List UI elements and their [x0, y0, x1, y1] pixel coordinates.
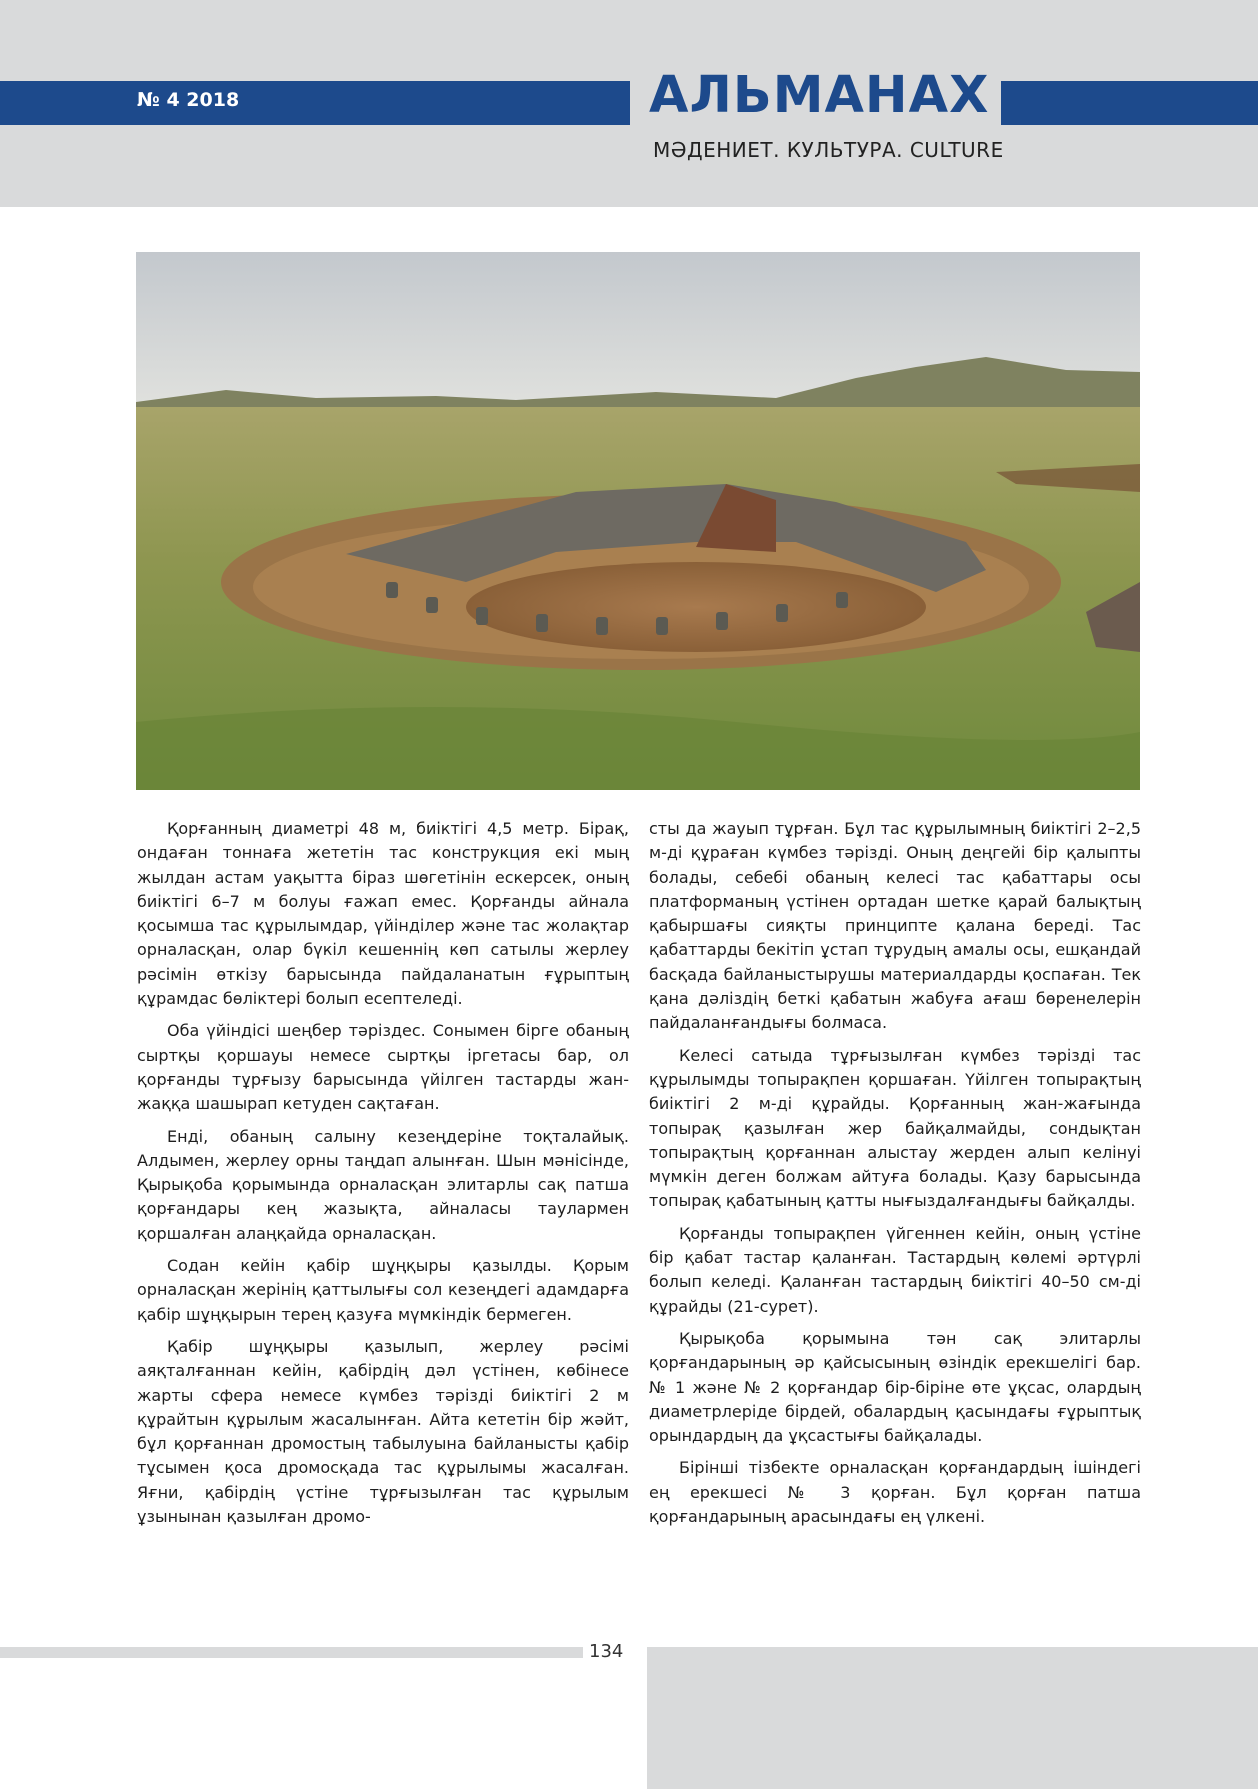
page-number: 134	[589, 1641, 624, 1662]
text-column-left	[137, 817, 629, 1537]
paragraph: Қорғанды топырақпен үйгеннен кейін, оның үстіне бір қабат тастар қаланған. Тастардың көлемі әртүрлі болып келеді. Қаланған тастардың биіктігі 40–50 см-ді құрайды (21-сурет).	[649, 1223, 1141, 1316]
journal-title: АЛЬМАНАХ	[649, 66, 990, 125]
photo-kurgan-excavation	[136, 252, 1140, 790]
paragraph: Қабір шұңқыры қазылып, жерлеу рәсімі аяқталғаннан кейін, қабірдің дәл үстінен, көбінесе жарты сфера немесе күмбез тәрізді биіктігі 2 м құрайтын құрылым жасалынған. Айта кететін бір жәйт, бұл қорғаннан дромостың табылуына байланысты қабір тұсымен қоса дромосқада тас құрылымы жасалған. Яғни, қабірдің үстіне тұрғызылған тас құрылым ұзынынан қазылған дромо-	[137, 1336, 629, 1527]
paragraph: Қырықоба қорымына тән сақ элитарлы қорғандарының әр қайсысының өзіндік ерекшелігі бар. № 1 және № 2 қорғандар бір-біріне өте ұқсас, олардың диаметрлеріде бірдей, обалардың қасындағы ғұрыптық орындардың да ұқсастығы байқалады.	[649, 1328, 1141, 1446]
paragraph: Келесі сатыда тұрғызылған күмбез тәрізді тас құрылымды топырақпен қоршаған. Үйілген топырақтың биіктігі 2 м-ді құрайды. Қорғанның жан-жағында топырақ қазылған жер байқалмайды, сондықтан топырақтың қорғаннан алыстау жерден алып келінуі мүмкін деген болжам айтуға болады. Қазу барысында топырақ қабатының қатты нығыздалғандығы байқалды.	[649, 1045, 1141, 1211]
paragraph: сты да жауып тұрған. Бұл тас құрылымның биіктігі 2–2,5 м-ді құраған күмбез тәрізді. Оның деңгейі бір қалыпты болады, себебі обаның келесі тас қабаттары осы платформаның үстінен ортадан шетке қарай балықтың қабыршағы сияқты принципте қалана береді. Тас қабаттарды бекітіп ұстап тұрудың амалы осы, ешқандай басқада байланыстырушы материалдарды қоспаған. Тек қана дәліздің беткі қабатын жабуға ағаш бөренелерін пайдаланғандығы болмаса.	[649, 819, 1141, 1033]
paragraph: Бірінші тізбекте орналасқан қорғандардың ішіндегі ең ерекшесі № 3 қорған. Бұл қорған патша қорғандарының арасындағы ең үлкені.	[649, 1458, 1141, 1527]
paragraph: Енді, обаның салыну кезеңдеріне тоқталайық. Алдымен, жерлеу орны таңдап алынған. Шын мәнісінде, Қырықоба қорымында орналасқан элитарлы сақ патша қорғандары кең жазықта, айналасы таулармен қоршалған алаңқайда орналасқан.	[137, 1126, 629, 1243]
paragraph: Содан кейін қабір шұңқыры қазылды. Қорым орналасқан жерінің қаттылығы сол кезеңдегі адамдарға қабір шұңқырын терең қазуға мүмкіндік бермеген.	[137, 1256, 629, 1324]
paragraph: Оба үйіндісі шеңбер тәріздес. Сонымен бірге обаның сыртқы қоршауы немесе сыртқы іргетасы бар, ол қорғанды тұрғызу барысында үйілген тастарды жан-жаққа шашырап кетуден сақтаған.	[137, 1021, 629, 1114]
paragraph: Қорғанның диаметрі 48 м, биіктігі 4,5 метр. Бірақ, ондаған тоннаға жететін тас конструкция екі мың жылдан астам уақытта біраз шөгетінін ескерсек, оның биіктігі 6–7 м болуы ғажап емес. Қорғанды айнала қосымша тас құрылымдар, үйінділер және тас жолақтар орналасқан, олар бүкіл кешеннің көп сатылы жерлеу рәсімін өткізу барысында пайдаланатын ғұрыптың құрамдас бөліктері болып есептеледі.	[137, 819, 629, 1009]
footer-block	[647, 1647, 1258, 1789]
footer-bar	[0, 1647, 583, 1658]
header-band-left	[0, 81, 630, 125]
text-column-right	[649, 817, 1141, 1537]
journal-subtitle: МӘДЕНИЕТ. КУЛЬТУРА. CULTURE	[653, 138, 1004, 162]
header-band-right	[1001, 81, 1258, 125]
issue-number: № 4 2018	[137, 89, 240, 111]
